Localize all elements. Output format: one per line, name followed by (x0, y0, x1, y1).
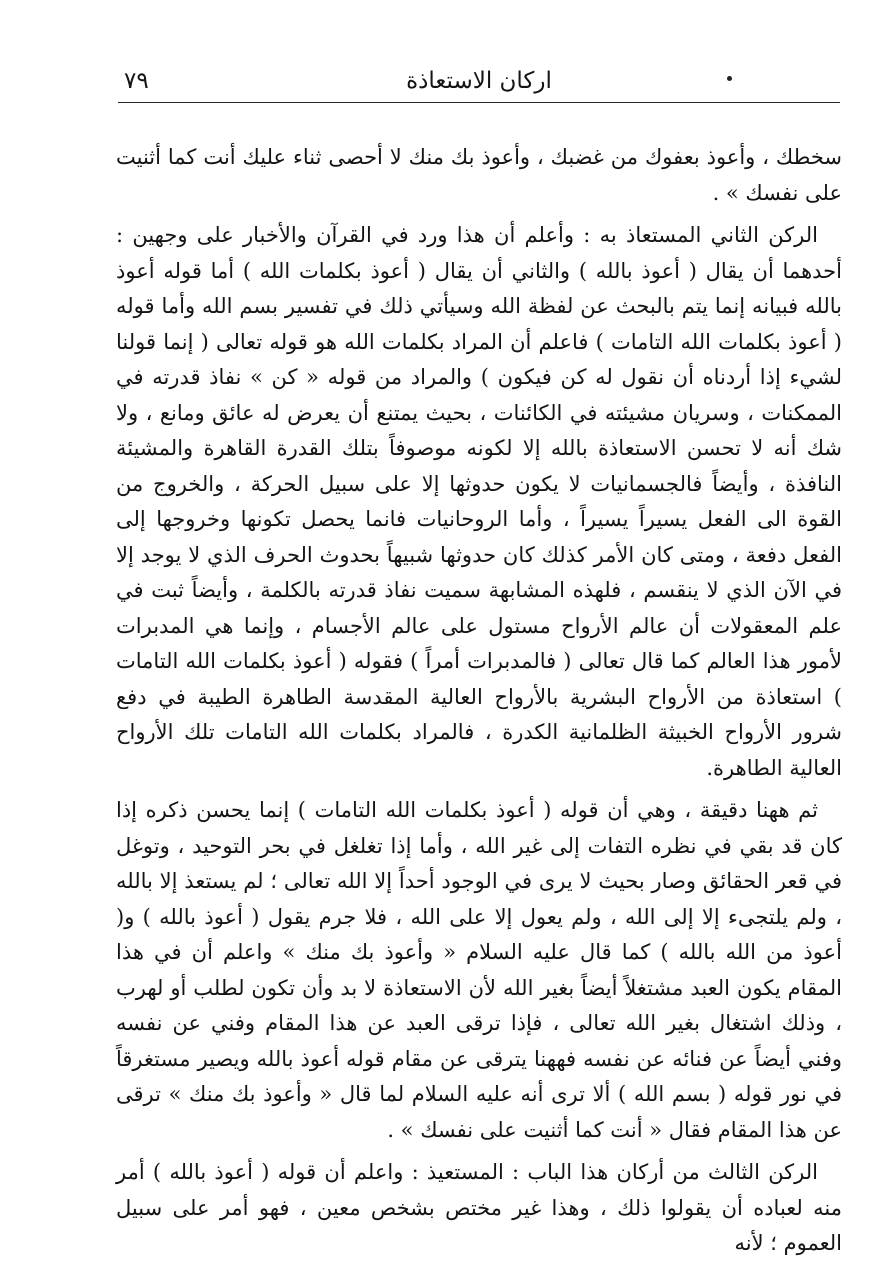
paragraph-continuation: سخطك ، وأعوذ بعفوك من غضبك ، وأعوذ بك منك لا أحصى ثناء عليك أنت كما أثنيت على نفسك » . (116, 145, 842, 205)
paragraph-second-pillar: الركن الثاني المستعاذ به : وأعلم أن هذا ورد في القرآن والأخبار على وجهين : أحدهما أن يقال ( أعوذ بالله ) والثاني أن يقال ( أعوذ بكلمات الله ) أما قوله أعوذ بالله فبيانه إنما يتم بالبحث عن لفظة الله وسيأتي ذلك في تفسير بسم الله وأما قوله ( أعوذ بكلمات الله التامات ) فاعلم أن المراد بكلمات الله هو قوله تعالى ( إنما قولنا لشيء إذا أردناه أن نقول له كن فيكون ) والمراد من قوله « كن » نفاذ قدرته في الممكنات ، وسريان مشيئته في الكائنات ، بحيث يمتنع أن يعرض له عائق ومانع ، ولا شك أنه لا تحسن الاستعاذة بالله إلا لكونه موصوفاً بتلك القدرة القاهرة والمشيئة النافذة ، وأيضاً فالجسمانيات لا يكون حدوثها إلا على سبيل الحركة ، والخروج من القوة الى الفعل يسيراً يسيراً ، وأما الروحانيات فانما يحصل تكونها وخروجها إلى الفعل دفعة ، ومتى كان الأمر كذلك كان حدوثها شبيهاً بحدوث الحرف الذي لا يوجد إلا في الآن الذي لا ينقسم ، فلهذه المشابهة سميت نفاذ قدرته بالكلمة ، وأيضاً ثبت في علم المعقولات أن عالم الأرواح مستول على عالم الأجسام ، وإنما هي المدبرات لأمور هذا العالم كما قال تعالى ( فالمدبرات أمراً ) فقوله ( أعوذ بكلمات الله التامات ) استعاذة من الأرواح البشرية بالأرواح العالية المقدسة الطاهرة الطيبة في دفع شرور الأرواح الخبيثة الظلمانية الكدرة ، فالمراد بكلمات الله التامات تلك الأرواح العالية الطاهرة. (116, 223, 842, 780)
chapter-title: اركان الاستعاذة (406, 68, 552, 94)
paragraph-subtle-point: ثم ههنا دقيقة ، وهي أن قوله ( أعوذ بكلمات الله التامات ) إنما يحسن ذكره إذا كان قد بقي في نظره التفات إلى غير الله ، وأما إذا تغلغل في بحر التوحيد ، وتوغل في قعر الحقائق وصار بحيث لا يرى في الوجود أحداً إلا الله تعالى ؛ لم يستعذ إلا بالله ، ولم يلتجىء إلا إلى الله ، ولم يعول إلا على الله ، فلا جرم يقول ( أعوذ بالله ) و( أعوذ من الله بالله ) كما قال عليه السلام « وأعوذ بك منك » واعلم أن في هذا المقام يكون العبد مشتغلاً أيضاً بغير الله لأن الاستعاذة لا بد وأن تكون لطلب أو لهرب ، وذلك اشتغال بغير الله تعالى ، فإذا ترقى العبد عن هذا المقام وفني عن نفسه وفني أيضاً عن فنائه عن نفسه فههنا يترقى عن مقام قوله أعوذ بالله ويصير مستغرقاً في نور قوله ( بسم الله ) ألا ترى أنه عليه السلام لما قال « وأعوذ بك منك » ترقى عن هذا المقام فقال « أنت كما أثنيت على نفسك » . (116, 798, 842, 1142)
body-text (116, 140, 842, 1262)
paragraph-third-pillar: الركن الثالث من أركان هذا الباب : المستعيذ : واعلم أن قوله ( أعوذ بالله ) أمر منه لعباده أن يقولوا ذلك ، وهذا غير مختص بشخص معين ، فهو أمر على سبيل العموم ؛ لأنه (116, 1160, 842, 1255)
page-number: ٧٩ (124, 68, 149, 94)
running-header (118, 62, 840, 103)
header-dot-mark (727, 76, 732, 81)
